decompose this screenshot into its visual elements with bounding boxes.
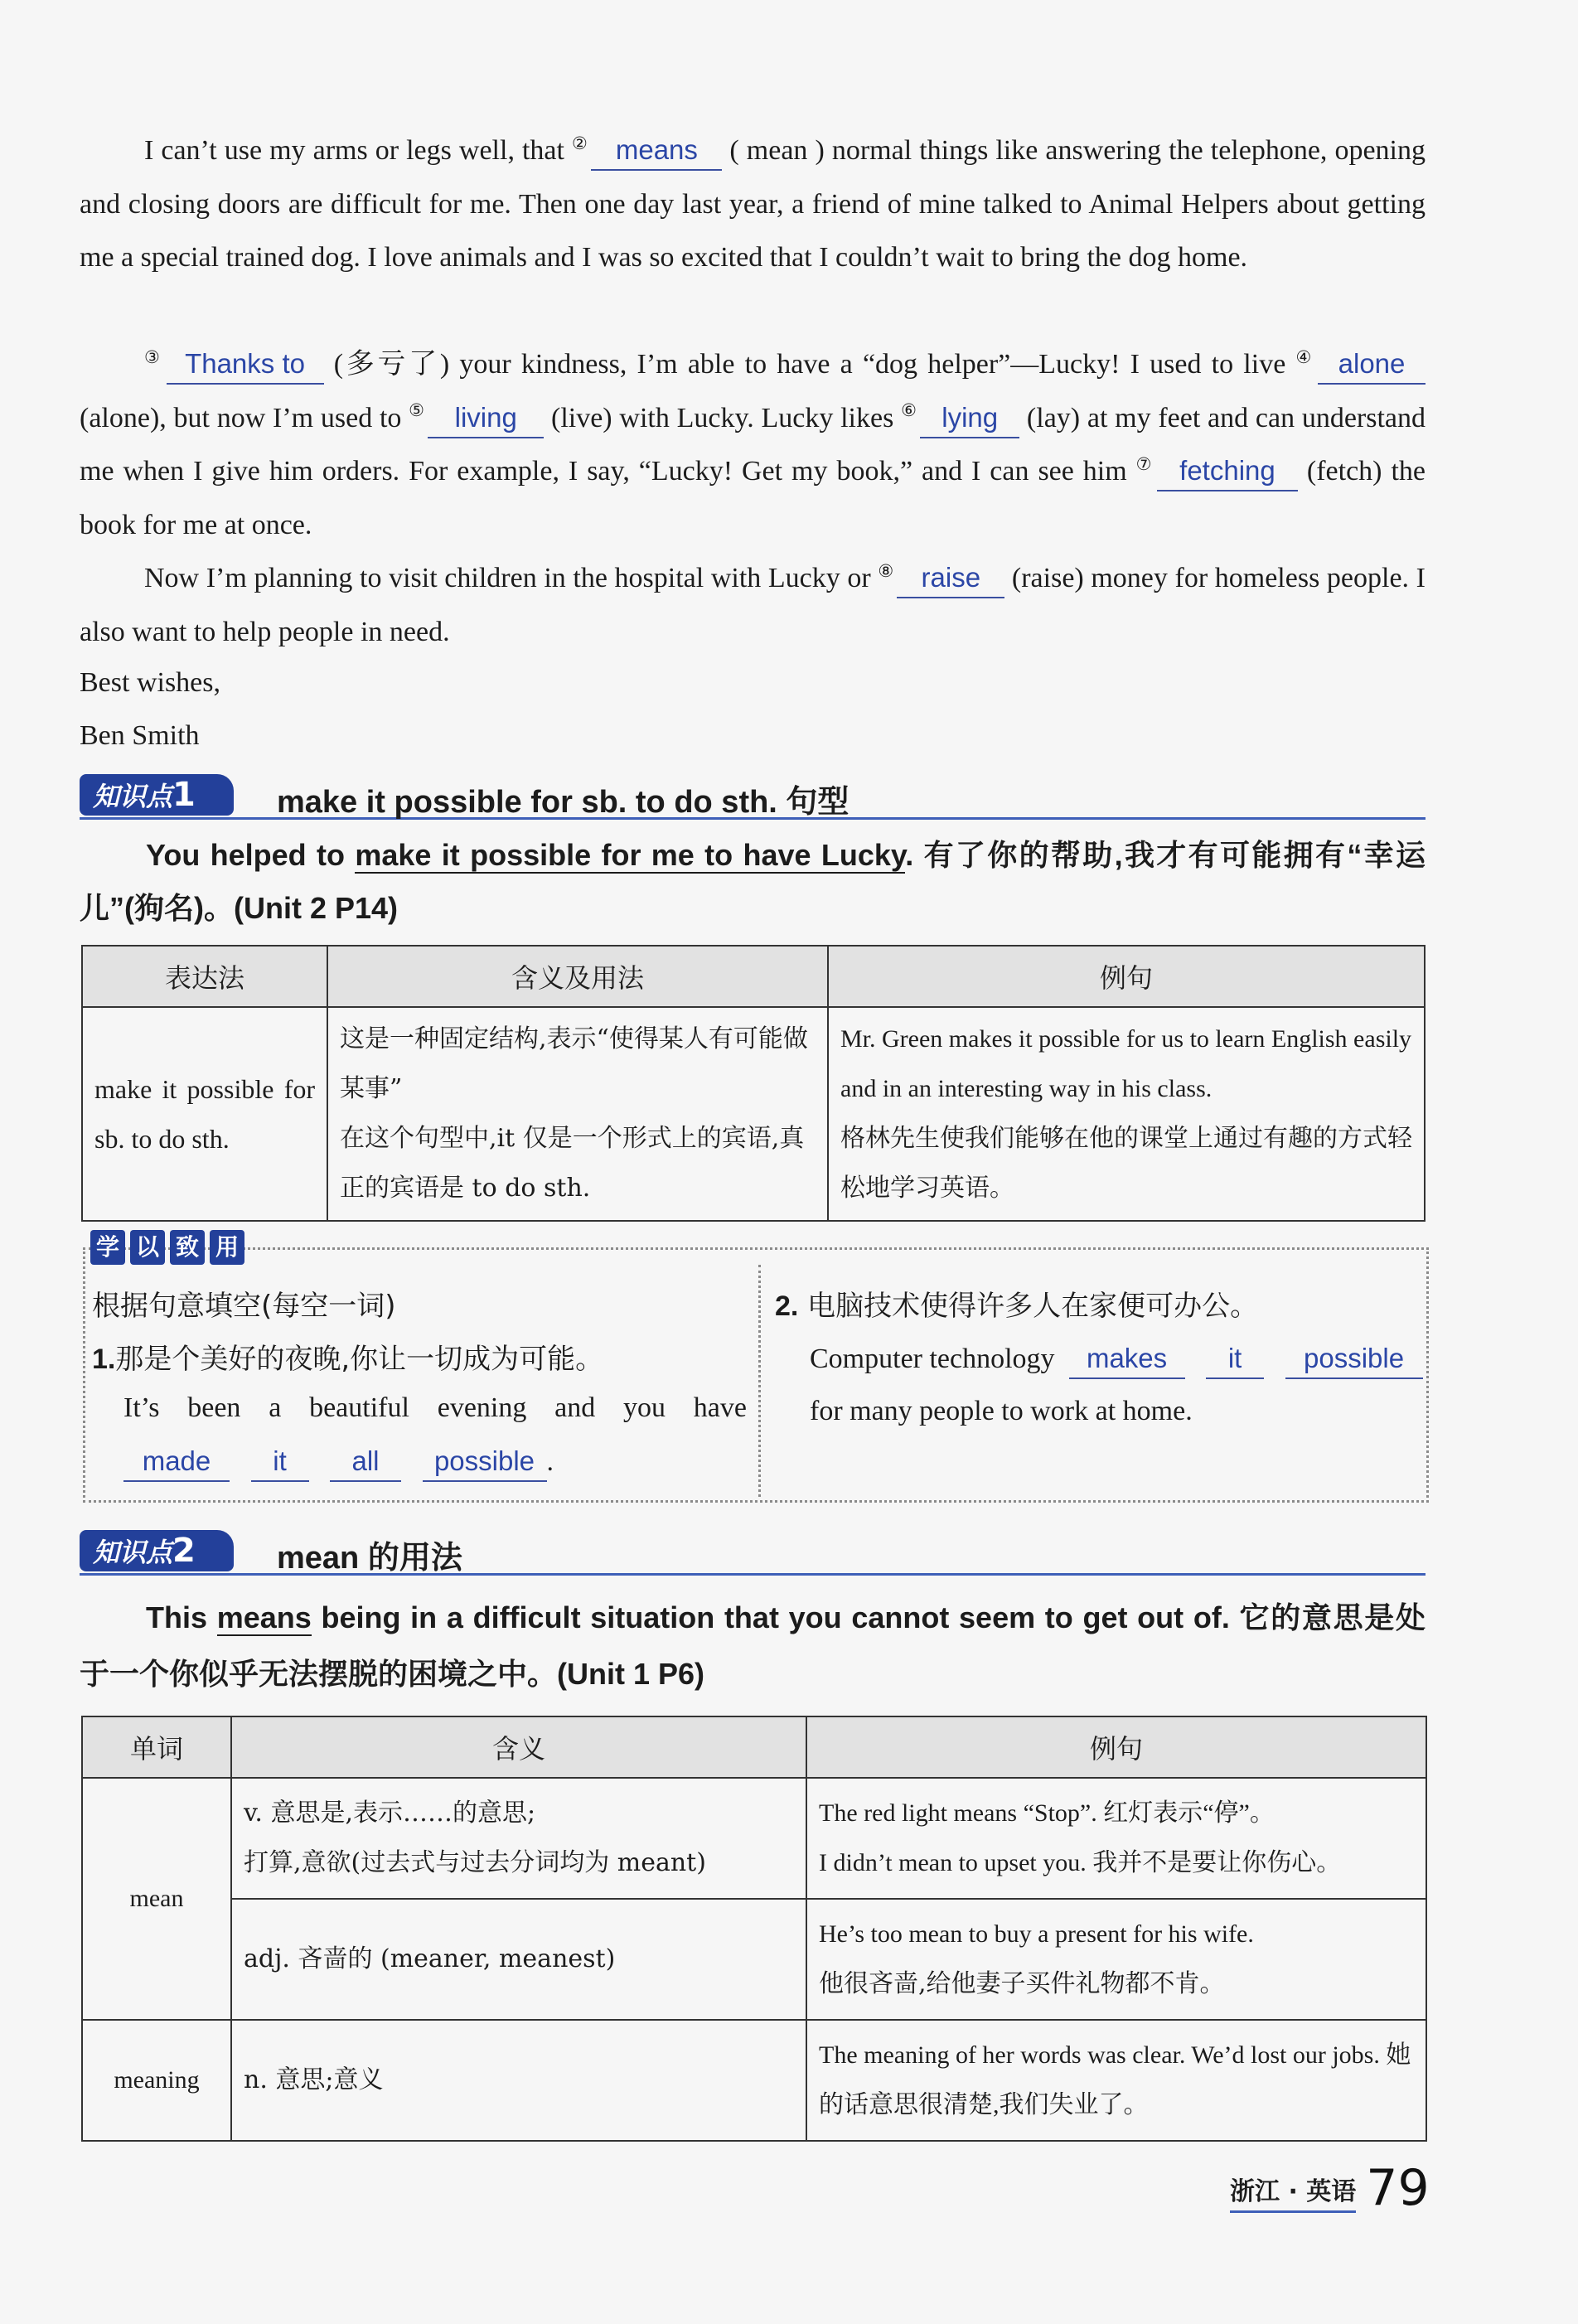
knowledge-point-title: make it possible for sb. to do sth. 句型 (277, 785, 850, 820)
knowledge-point-badge: 知识点2 (80, 1530, 234, 1571)
letter-signature: Ben Smith (80, 720, 200, 751)
blank-number: ⑧ (878, 560, 894, 581)
blank-number: ④ (1295, 346, 1315, 367)
letter-paragraph-3 (80, 552, 1426, 659)
knowledge-point-2-header (80, 1530, 1426, 1576)
answer-blank: Thanks to (167, 345, 324, 385)
table-cell: make it possible for sb. to do sth. (82, 1007, 327, 1221)
table-cell: adj. 吝啬的 (meaner, meanest) (231, 1899, 806, 2020)
question-answers: made it all possible . (123, 1442, 554, 1482)
practice-badge: 学 以 致 用 (90, 1230, 244, 1265)
footer-subject: 浙江 · 英语 (1230, 2171, 1356, 2213)
question-cn: 1.那是个美好的夜晚,你让一切成为可能。 (92, 1343, 604, 1376)
answer-blank: lying (920, 399, 1019, 438)
table-cell: Mr. Green makes it possible for us to learn English easily and in an interesting way in his class. 格林先生使我们能够在他的课堂上通过有趣的方式轻松地学习英语。 (828, 1007, 1425, 1221)
blank-number: ⑦ (1135, 453, 1154, 474)
text: (fetch) the book for me at once. (80, 456, 1426, 540)
table-header: 单词 (82, 1716, 231, 1778)
answer-blank: it (1206, 1339, 1264, 1379)
table-cell: v. 意思是,表示……的意思; 打算,意欲(过去式与过去分词均为 meant) (231, 1778, 806, 1899)
table-cell: mean (82, 1778, 231, 2020)
table-cell: He’s too mean to buy a present for his wife. 他很吝啬,给他妻子买件礼物都不肯。 (806, 1899, 1426, 2020)
answer-blank: living (428, 399, 544, 438)
answer-blank: made (123, 1442, 230, 1482)
table-header: 例句 (828, 946, 1425, 1007)
blank-number: ② (572, 133, 588, 153)
answer-blank: all (330, 1442, 401, 1482)
table-header: 含义及用法 (327, 946, 828, 1007)
page-footer (1230, 2159, 1430, 2217)
text: I can’t use my arms or legs well, that (144, 135, 573, 166)
answer-blank: alone (1318, 345, 1426, 385)
table-cell: 这是一种固定结构,表示“使得某人有可能做某事” 在这个句型中,it 仅是一个形式上的宾语,真正的宾语是 to do sth. (327, 1007, 828, 1221)
divider (758, 1265, 761, 1497)
letter-paragraph-2 (80, 338, 1426, 552)
answer-blank: fetching (1157, 452, 1298, 491)
hint: ( mean ) (722, 135, 832, 166)
letter-closing: Best wishes, (80, 667, 220, 698)
knowledge-point-2-table (81, 1716, 1427, 2142)
text: (lay) at my feet and can understand me when I give him orders. For example, I say, “Lucky! Get my book,” and I can see him (80, 402, 1426, 487)
table-header: 例句 (806, 1716, 1426, 1778)
answer-blank: raise (897, 559, 1004, 598)
blank-number: ⑥ (901, 400, 917, 421)
practice-box (83, 1233, 1429, 1503)
blank-number: ⑤ (409, 400, 425, 421)
knowledge-point-1-example: You helped to make it possible for me to have Lucky. 有了你的帮助,我才有可能拥有“幸运儿”(狗名)。(Unit 2 P14) (80, 838, 1426, 925)
question-en-continued: for many people to work at home. (810, 1396, 1193, 1426)
knowledge-point-1-table (81, 945, 1426, 1222)
letter-paragraph-1 (80, 124, 1426, 285)
table-cell: The meaning of her words was clear. We’d lost our jobs. 她的话意思很清楚,我们失业了。 (806, 2020, 1426, 2141)
text: normal things like answering the telephone, opening and closing doors are difficult for me. Then one day last year, a friend of mine talked to Animal Helpers about getting me a special trained dog. I love animals and I was so excited that I couldn’t wait to bring the dog home. (80, 135, 1426, 273)
text: (live) with Lucky. Lucky likes (544, 402, 902, 433)
knowledge-point-1-header (80, 774, 1426, 820)
answer-blank: means (591, 131, 722, 171)
question-en: It’s been a beautiful evening and you have (123, 1392, 747, 1423)
table-cell: n. 意思;意义 (231, 2020, 806, 2141)
table-header: 含义 (231, 1716, 806, 1778)
answer-blank: possible (1285, 1339, 1423, 1379)
page-number: 79 (1366, 2159, 1430, 2217)
table-cell: meaning (82, 2020, 231, 2141)
text: Now I’m planning to visit children in the hospital with Lucky or (144, 563, 879, 593)
text: (alone), but now I’m used to (80, 402, 409, 433)
table-header: 表达法 (82, 946, 327, 1007)
table-cell: The red light means “Stop”. 红灯表示“停”。 I didn’t mean to upset you. 我并不是要让你伤心。 (806, 1778, 1426, 1899)
practice-instruction: 根据句意填空(每空一词) (92, 1290, 396, 1323)
answer-blank: it (251, 1442, 309, 1482)
knowledge-point-title: mean 的用法 (277, 1541, 462, 1576)
knowledge-point-2-example: This means being in a difficult situation that you cannot seem to get out of. 它的意思是处于一个你似乎无法摆脱的困境之中。(Unit 1 P6) (80, 1600, 1426, 1691)
knowledge-point-badge: 知识点1 (80, 774, 234, 816)
text: (多亏了) your kindness, I’m able to have a “dog helper”—Lucky! I used to live (323, 349, 1296, 380)
question-cn: 2. 电脑技术使得许多人在家便可办公。 (775, 1290, 1259, 1323)
text: (raise) money for homeless people. I also want to help people in need. (80, 563, 1426, 647)
answer-blank: makes (1069, 1339, 1185, 1379)
blank-number: ③ (144, 346, 163, 367)
question-en: Computer technology makes it possible (810, 1339, 1423, 1379)
answer-blank: possible (423, 1442, 547, 1482)
